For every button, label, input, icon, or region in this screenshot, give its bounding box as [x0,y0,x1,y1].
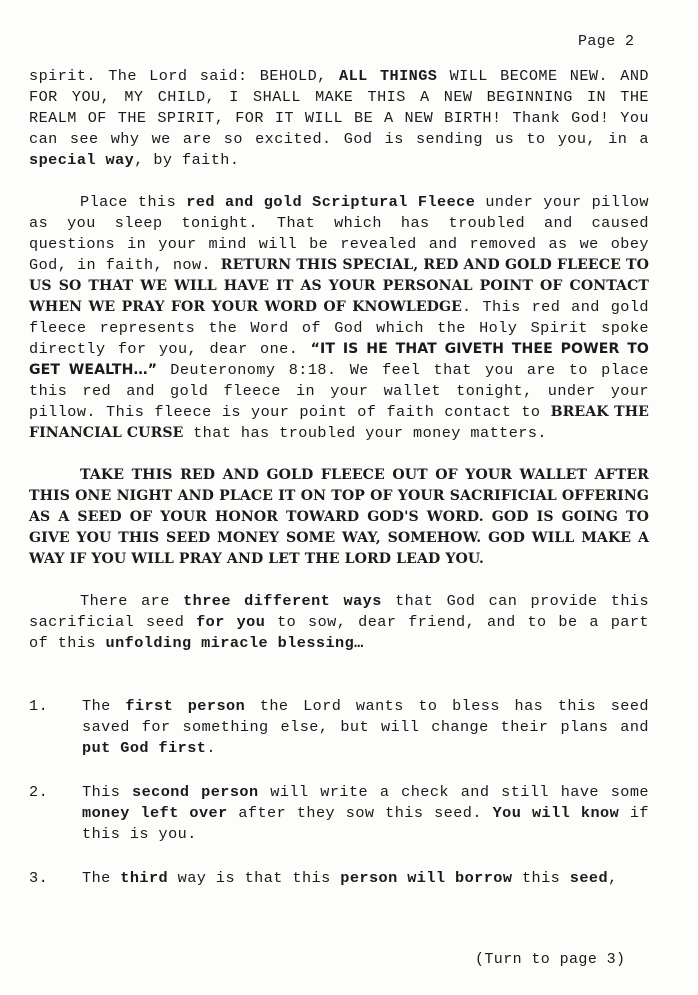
text-run: , by faith. [134,151,240,169]
letter-body [29,66,649,889]
paragraph-3 [29,465,649,570]
caps-bold-run: TAKE THIS RED AND GOLD FLEECE OUT OF YOUR WALLET AFTER THIS ONE NIGHT AND PLACE IT ON TOP OF YOUR SACRIFICIAL OFFERING AS A SEED OF YOUR HONOR TOWARD GOD'S WORD. GOD IS GOING TO GIVE YOU THIS SEED MONEY SOME WAY, SOMEHOW. GOD WILL MAKE A WAY IF YOU WILL PRAY AND LET THE LORD LEAD YOU. [29,467,649,567]
text-run: This [82,783,133,801]
text-run: to sow, dear friend, and to be a part of this [29,613,649,652]
bold-run: ALL THINGS [339,67,438,85]
text-run: the Lord wants to bless has this seed saved for something else, but will change their plans and [82,697,649,736]
text-run: WILL BECOME NEW. AND FOR YOU, MY CHILD, I SHALL MAKE THIS A NEW BEGINNING IN THE REALM OF THE SPIRIT, FOR IT WILL BE A NEW BIRTH! Thank God! You can see why we are so excited. God is sending us to you, in a [29,67,649,148]
list-number: 2. [29,783,49,801]
text-run: Deuteronomy 8:18. We feel that you are to place this red and gold fleece in your wallet tonight, under your pillow. This fleece is your point of faith contact to [29,361,649,421]
paragraph-4 [29,591,649,654]
text-run: will write a check and still have some [258,783,649,801]
ways-list [29,696,649,889]
bold-run: third [120,869,169,887]
turn-page-note: (Turn to page 3) [475,951,626,968]
text-run: this [512,869,570,887]
scripture-quote: “IT IS HE THAT GIVETH THEE POWER TO GET WEALTH…” [29,341,649,378]
list-item [29,868,649,889]
bold-run: You will know [492,804,620,822]
text-run: that has troubled your money matters. [183,424,547,442]
text-run: under your pillow as you sleep tonight. That which has troubled and caused questions in your mind will be revealed and removed as we obey God, in faith, now. [29,193,649,274]
paragraph-2 [29,192,649,444]
text-run: There are [80,592,184,610]
text-run: The [82,697,126,715]
list-item [29,696,649,759]
paragraph-1 [29,66,649,171]
list-number: 3. [29,869,49,887]
bold-run: special way [29,151,135,169]
text-run: . This red and gold fleece represents the Word of God which the Holy Spirit spoke directly for you, dear one. [29,298,649,358]
bold-run: seed [569,869,609,887]
bold-run: red and gold Scriptural Fleece [186,193,476,211]
text-run: after they sow this seed. [227,804,493,822]
caps-bold-run: BREAK THE FINANCIAL CURSE [29,404,649,441]
bold-run: three different ways [183,592,382,610]
bold-run: money left over [82,804,228,822]
text-run: Place this [80,193,187,211]
bold-run: person will borrow [340,869,513,887]
bold-run: for you [196,613,266,631]
bold-run: unfolding miracle blessing… [105,634,364,652]
list-item [29,782,649,845]
caps-bold-run: RETURN THIS SPECIAL, RED AND GOLD FLEECE TO US SO THAT WE WILL HAVE IT AS YOUR PERSONAL POINT OF CONTACT WHEN WE PRAY FOR YOUR WORD OF KNOWLEDGE [29,257,650,315]
text-run: . [206,739,216,757]
text-run: , [608,869,618,887]
bold-run: put God first [82,739,207,757]
text-run: The [82,869,121,887]
text-run: spirit. The Lord said: BEHOLD, [29,67,339,85]
bold-run: first person [125,697,246,715]
text-run: if this is you. [82,804,649,843]
text-run: way is that this [168,869,341,887]
list-number: 1. [29,697,49,715]
bold-run: second person [132,783,259,801]
page-number: Page 2 [578,33,635,50]
text-run: that God can provide this sacrificial seed [29,592,650,631]
